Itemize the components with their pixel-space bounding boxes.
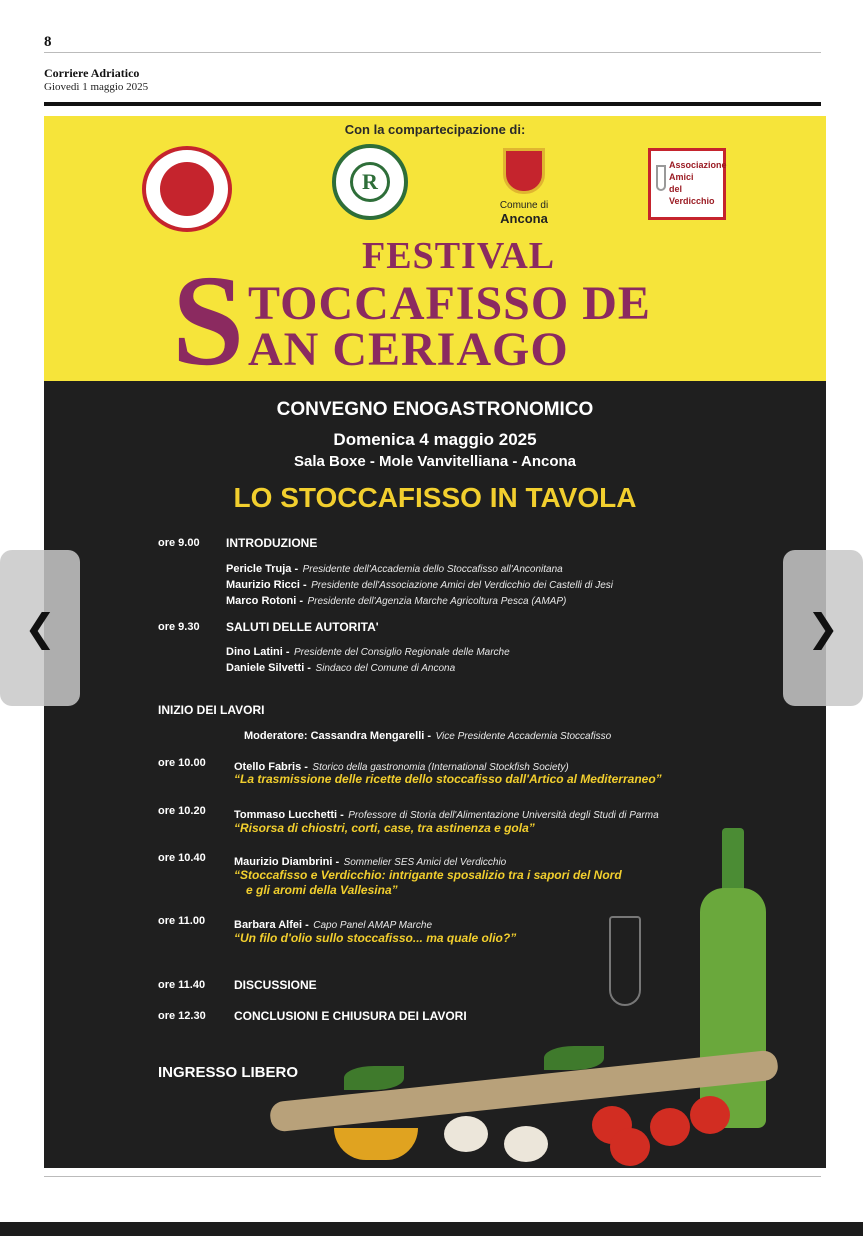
title-initial: S bbox=[172, 249, 245, 393]
talk-speaker-role: Capo Panel AMAP Marche bbox=[313, 920, 433, 931]
talk-title: “Risorsa di chiostri, corti, case, tra astinenza e gola” bbox=[234, 821, 535, 835]
talk-time: ore 11.00 bbox=[158, 915, 206, 927]
amici-line2: Amici bbox=[669, 172, 694, 182]
speaker-role: Presidente dell'Agenzia Marche Agricoltura Pesca (AMAP) bbox=[307, 596, 567, 607]
conclusioni-time: ore 12.30 bbox=[158, 1010, 206, 1022]
bowl-illustration bbox=[334, 1128, 418, 1160]
ingresso-libero: INGRESSO LIBERO bbox=[158, 1064, 299, 1081]
speaker-name: Pericle Truja - bbox=[226, 563, 299, 575]
saluti-time: ore 9.30 bbox=[158, 621, 200, 633]
newspaper-name: Corriere Adriatico bbox=[44, 66, 140, 80]
speaker-name: Daniele Silvetti - bbox=[226, 662, 311, 674]
talk-title: “Stoccafisso e Verdicchio: intrigante sposalizio tra i sapori del Nord bbox=[234, 868, 622, 882]
convegno-heading: CONVEGNO ENOGASTRONOMICO bbox=[276, 399, 594, 420]
talk-speaker-role: Professore di Storia dell'Alimentazione Università degli Studi di Parma bbox=[348, 810, 659, 821]
bottom-bar bbox=[0, 1222, 863, 1236]
talk-speaker-role: Storico della gastronomia (International Stockfish Society) bbox=[312, 762, 569, 773]
talk-title: “La trasmissione delle ricette dello stoccafisso dall'Artico al Mediterraneo” bbox=[234, 772, 662, 786]
festival-label: FESTIVAL bbox=[362, 235, 556, 277]
talk-speaker-role: Sommelier SES Amici del Verdicchio bbox=[343, 857, 507, 868]
basil-leaf-illustration bbox=[544, 1046, 604, 1070]
talk-speaker-name: Barbara Alfei - bbox=[234, 919, 309, 931]
moderator-role: Vice Presidente Accademia Stoccafisso bbox=[435, 731, 612, 742]
garlic-illustration bbox=[504, 1126, 548, 1162]
moderator-row bbox=[244, 726, 611, 744]
wine-glass-icon bbox=[656, 165, 666, 191]
next-page-button[interactable] bbox=[783, 550, 863, 706]
speaker-role: Presidente del Consiglio Regionale delle Marche bbox=[294, 647, 510, 658]
discussione-label: DISCUSSIONE bbox=[234, 978, 317, 992]
amici-verdicchio-logo bbox=[648, 148, 726, 220]
speaker-role: Sindaco del Comune di Ancona bbox=[315, 663, 456, 674]
coat-of-arms-icon bbox=[503, 148, 545, 194]
talk-speaker-name: Otello Fabris - bbox=[234, 761, 308, 773]
copartecipazione-label: Con la compartecipazione di: bbox=[344, 122, 526, 137]
tomato-illustration bbox=[690, 1096, 730, 1134]
tomato-illustration bbox=[650, 1108, 690, 1146]
poster-header bbox=[44, 116, 826, 393]
intro-time: ore 9.00 bbox=[158, 537, 200, 549]
saluti-title: SALUTI DELLE AUTORITA' bbox=[226, 620, 379, 634]
comune-caption: Comune di bbox=[499, 200, 549, 211]
talk-title: “Un filo d'olio sullo stoccafisso... ma quale olio?” bbox=[234, 931, 517, 945]
bottom-rule bbox=[44, 1176, 821, 1177]
ancona-caption: Ancona bbox=[500, 211, 548, 226]
speaker-row bbox=[226, 658, 455, 676]
talk-time: ore 10.40 bbox=[158, 852, 206, 864]
consiglio-regionale-logo: R bbox=[332, 144, 408, 220]
festival-advertisement bbox=[44, 116, 826, 1168]
title-line2: AN CERIAGO bbox=[248, 323, 569, 376]
chevron-right-icon: ❯ bbox=[807, 606, 839, 650]
talk-time: ore 10.00 bbox=[158, 757, 206, 769]
amici-line4: Verdicchio bbox=[669, 196, 715, 206]
conclusioni-label: CONCLUSIONI E CHIUSURA DEI LAVORI bbox=[234, 1009, 467, 1023]
speaker-name: Marco Rotoni - bbox=[226, 595, 303, 607]
page-number: 8 bbox=[44, 34, 52, 50]
basil-leaf-illustration bbox=[344, 1066, 404, 1090]
moderator-name: Moderatore: Cassandra Mengarelli - bbox=[244, 730, 432, 742]
amici-line3: del bbox=[669, 184, 683, 194]
inizio-lavori: INIZIO DEI LAVORI bbox=[158, 703, 265, 717]
speaker-name: Dino Latini - bbox=[226, 646, 290, 658]
speaker-row bbox=[226, 591, 566, 609]
talk-speaker-name: Maurizio Diambrini - bbox=[234, 856, 340, 868]
newspaper-date: Giovedì 1 maggio 2025 bbox=[44, 81, 149, 93]
garlic-illustration bbox=[444, 1116, 488, 1152]
header-thick-rule bbox=[44, 102, 821, 106]
event-venue: Sala Boxe - Mole Vanvitelliana - Ancona bbox=[293, 453, 577, 470]
accademia-stoccafisso-logo bbox=[142, 146, 232, 232]
wine-glass-illustration bbox=[609, 916, 641, 1006]
talk-speaker-name: Tommaso Lucchetti - bbox=[234, 809, 344, 821]
event-date: Domenica 4 maggio 2025 bbox=[333, 430, 537, 449]
top-rule bbox=[44, 52, 821, 53]
speaker-name: Maurizio Ricci - bbox=[226, 579, 307, 591]
talk-title-line2: e gli aromi della Vallesina” bbox=[246, 883, 398, 897]
talk-time: ore 10.20 bbox=[158, 805, 206, 817]
speaker-role: Presidente dell'Associazione Amici del Verdicchio dei Castelli di Jesi bbox=[311, 580, 614, 591]
speaker-role: Presidente dell'Accademia dello Stoccafisso all'Anconitana bbox=[302, 564, 563, 575]
title-line1: TOCCAFISSO DE bbox=[248, 277, 651, 330]
amici-line1: Associazione bbox=[669, 160, 727, 170]
discussione-time: ore 11.40 bbox=[158, 979, 206, 991]
chevron-left-icon: ❮ bbox=[24, 606, 56, 650]
previous-page-button[interactable] bbox=[0, 550, 80, 706]
comune-ancona-logo bbox=[489, 142, 559, 232]
main-title: LO STOCCAFISSO IN TAVOLA bbox=[233, 482, 637, 513]
tomato-illustration bbox=[610, 1128, 650, 1166]
intro-title: INTRODUZIONE bbox=[226, 536, 318, 550]
